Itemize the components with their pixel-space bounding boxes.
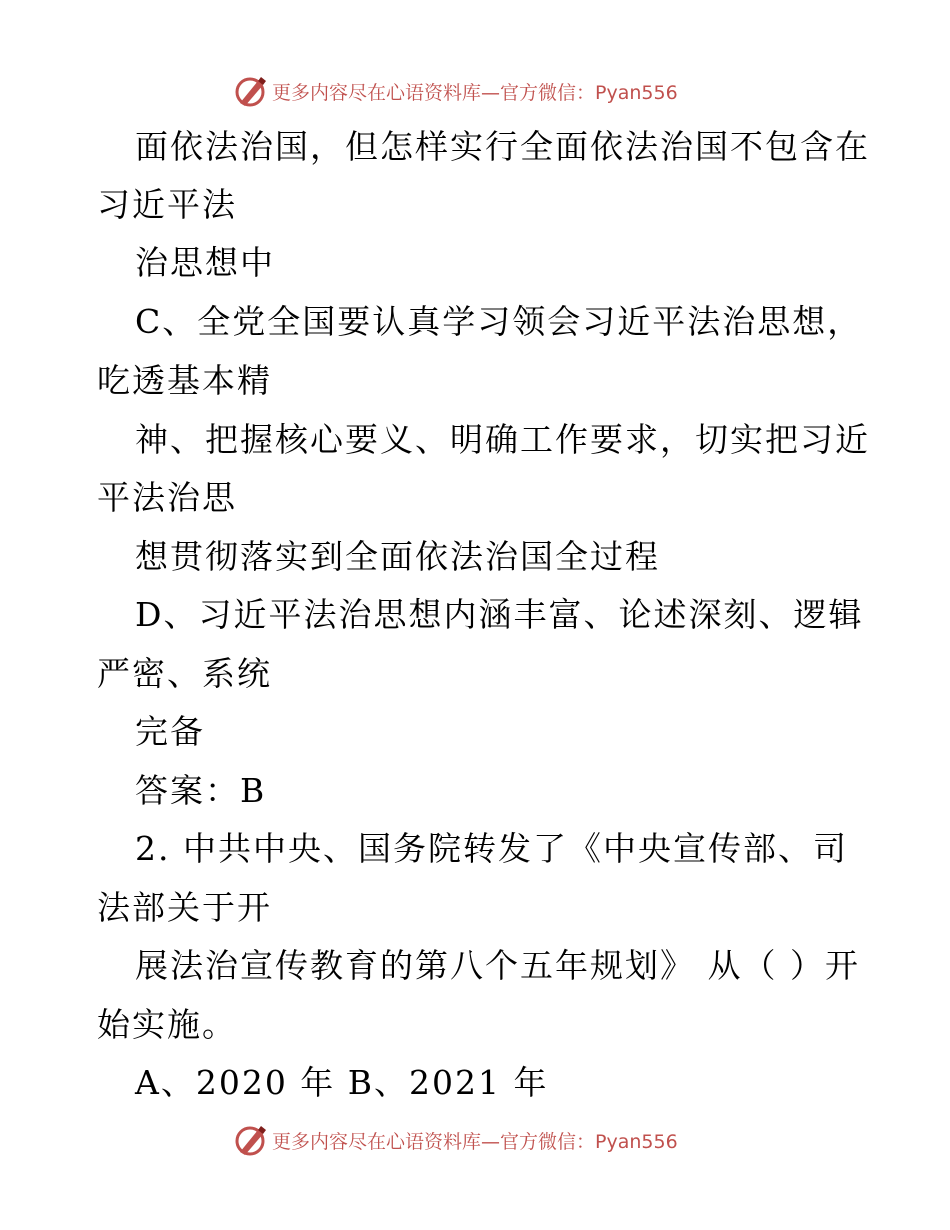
text-line: 完备	[135, 712, 205, 751]
text-line: 展法治宣传教育的第八个五年规划》 从（ ）开	[135, 946, 860, 985]
text-line: 严密、系统	[97, 654, 272, 693]
pen-logo-icon	[232, 1122, 268, 1158]
option-line: A、2020 年 B、2021 年	[135, 1063, 549, 1102]
text-line: 面依法治国，但怎样实行全面依法治国不包含在	[135, 127, 870, 166]
pen-logo-icon	[232, 73, 268, 109]
text-line: 平法治思	[97, 478, 237, 517]
text-line: 习近平法	[97, 185, 237, 224]
text-line: 想贯彻落实到全面依法治国全过程	[135, 537, 660, 576]
text-line: 法部关于开	[97, 888, 272, 927]
text-line: 吃透基本精	[97, 361, 272, 400]
watermark-text: 更多内容尽在心语资料库—官方微信：Pyan556	[272, 1130, 678, 1153]
answer-line: 答案：B	[135, 771, 267, 810]
question-line: 2. 中共中央、国务院转发了《中央宣传部、司	[135, 829, 848, 868]
watermark-banner-top	[232, 72, 678, 110]
text-line: 神、把握核心要义、明确工作要求，切实把习近	[135, 420, 870, 459]
text-line: C、全党全国要认真学习领会习近平法治思想，	[135, 302, 863, 341]
text-line: 始实施。	[97, 1005, 237, 1044]
text-line: 治思想中	[135, 243, 275, 282]
text-line: D、习近平法治思想内涵丰富、论述深刻、逻辑	[135, 595, 864, 634]
watermark-banner-bottom	[232, 1121, 678, 1159]
watermark-text: 更多内容尽在心语资料库—官方微信：Pyan556	[272, 81, 678, 104]
